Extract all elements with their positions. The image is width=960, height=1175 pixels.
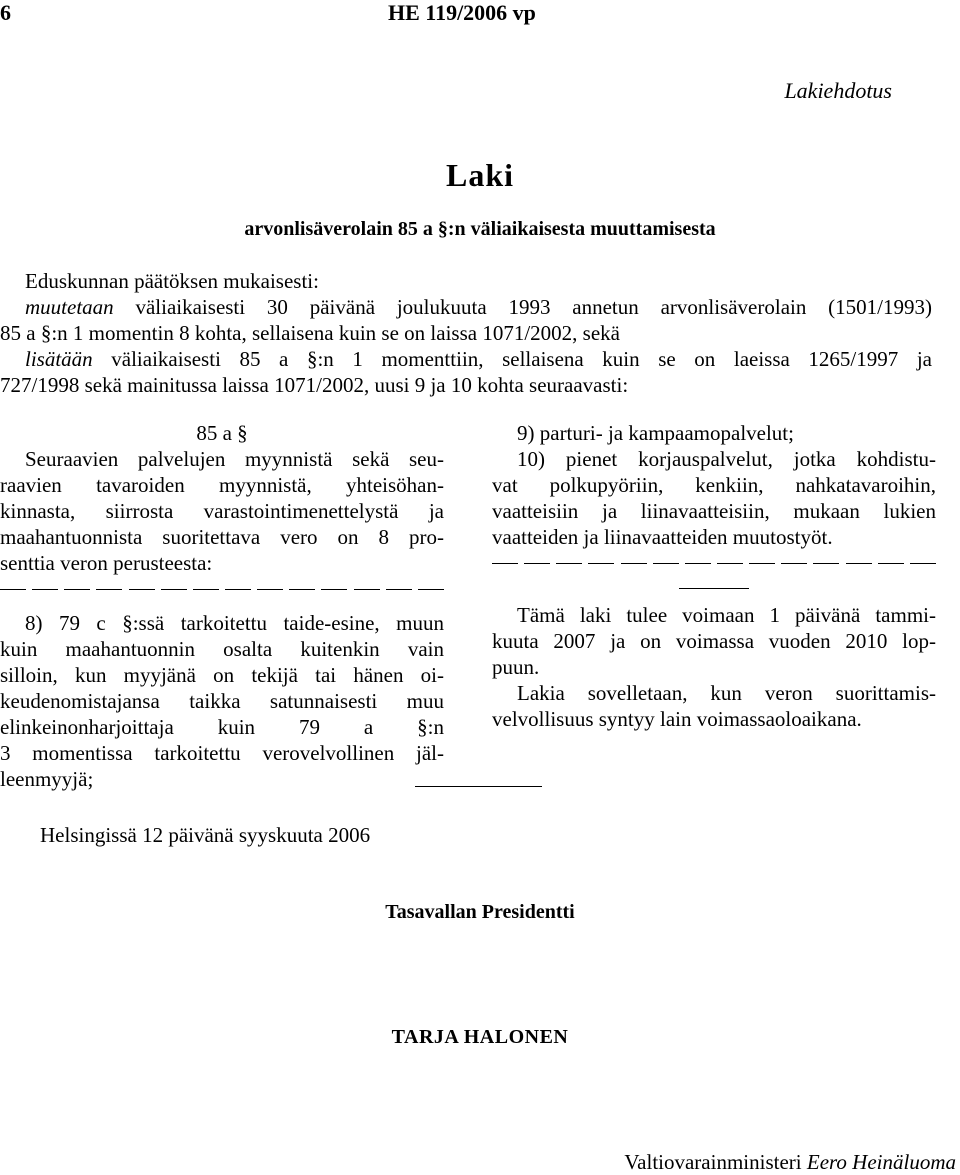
page-number: 6: [0, 0, 11, 25]
preamble-intro: Eduskunnan päätöksen mukaisesti:: [25, 269, 319, 293]
proposal-label: Lakiehdotus: [784, 78, 892, 103]
minister-name: Eero Heinäluoma: [806, 1150, 956, 1174]
preamble-amend-line: muutetaan väliaikaisesti 30 päivänä joulukuuta 1993 annetun arvonlisäverolain (1501/1993): [25, 295, 932, 319]
president-title: Tasavallan Presidentti: [385, 901, 575, 923]
place-and-date: Helsingissä 12 päivänä syyskuuta 2006: [40, 823, 371, 847]
preamble: [0, 268, 932, 398]
item-8: 8) 79 c §:ssä tarkoitettu taide-esine, muun: [25, 611, 444, 635]
section-paragraph: Seuraavien palvelujen myynnistä sekä seu-: [25, 447, 444, 471]
president-name: TARJA HALONEN: [391, 1026, 569, 1048]
application-clause: Lakia sovelletaan, kun veron suorittamis-: [517, 681, 936, 705]
add-verb: lisätään: [25, 347, 93, 371]
amend-verb: muutetaan: [25, 295, 114, 319]
right-column: 9) parturi- ja kampaamopalvelut; 10) pienet korjauspalvelut, jotka kohdistu- vat polkupyöriin, kenkiin, nahkatavaroihin, vaatteisiin ja liinavaatteisiin, mukaan lukien vaatteiden ja liinavaatteiden muutostyöt. Tämä laki tulee voimaan 1 päivänä tammi- kuuta 2007 ja on voimassa vuoden 2010 lop- puun. Lakia sovelletaan, kun veron suorittamis- velvollisuus syntyy lain voimassaoloaikana.: [492, 421, 936, 731]
end-of-text-rule: [415, 786, 542, 787]
preamble-add-target: 727/1998 sekä mainitussa laissa 1071/2002, uusi 9 ja 10 kohta seuraavasti:: [0, 373, 629, 397]
omission-dashes: [492, 550, 936, 576]
section-separator-rule: [679, 588, 749, 589]
item-9: 9) parturi- ja kampaamopalvelut;: [517, 421, 794, 445]
preamble-add-line: lisätään väliaikaisesti 85 a §:n 1 momenttiin, sellaisena kuin se on laeissa 1265/1997 ja: [25, 347, 932, 371]
minister-title: Valtiovarainministeri: [624, 1150, 802, 1174]
entry-into-force: Tämä laki tulee voimaan 1 päivänä tammi-: [517, 603, 936, 627]
item-10: 10) pienet korjauspalvelut, jotka kohdistu-: [517, 447, 936, 471]
preamble-amend-target: 85 a §:n 1 momentin 8 kohta, sellaisena kuin se on laissa 1071/2002, sekä: [0, 321, 620, 345]
law-title: Laki: [445, 157, 515, 193]
document-id: HE 119/2006 vp: [388, 0, 536, 25]
left-column: 85 a § Seuraavien palvelujen myynnistä sekä seu- raavien tavaroiden myynnistä, yhteisöhan- kinnasta, siirrosta varastointimenettelystä ja maahantuonnista suoritettava vero on 8 pro- senttia veron perusteesta: 8) 79 c §:ssä tarkoitettu taide-esine, muun kuin maahantuonnin osalta kuitenkin vain silloin, kun myyjänä on tekijä tai hänen oi- keudenomistajansa taikka satunnaisesti muu elinkeinonharjoittaja kuin 79 a §:n 3 momentissa tarkoitettu verovelvollinen jäl- leenmyyjä;: [0, 421, 444, 791]
omission-dashes: [0, 576, 444, 602]
section-heading: 85 a §: [196, 421, 248, 445]
law-subtitle: arvonlisäverolain 85 a §:n väliaikaisesta muuttamisesta: [244, 218, 716, 240]
minister-signature: [624, 1149, 956, 1175]
